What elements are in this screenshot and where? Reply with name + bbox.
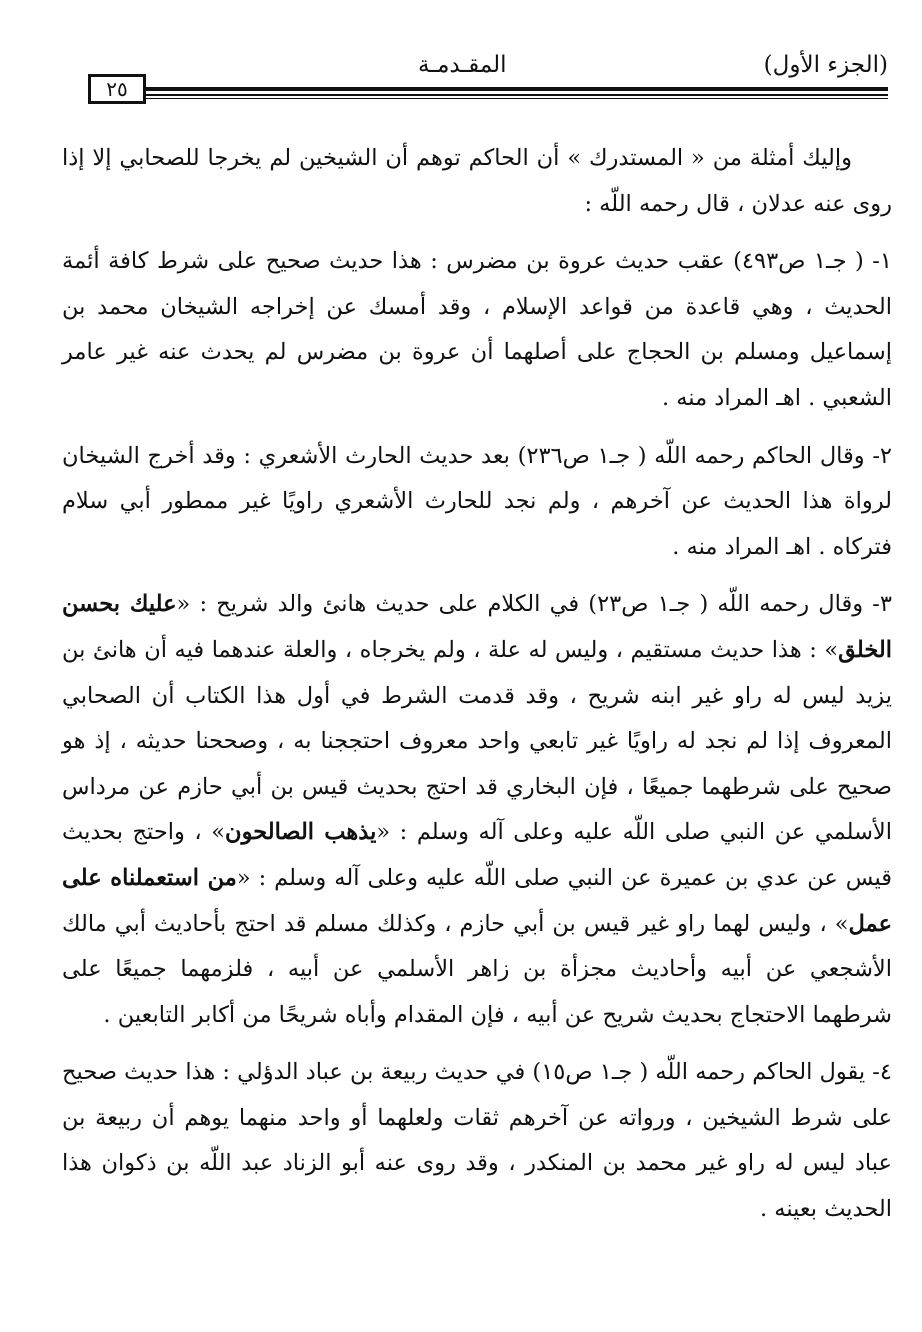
example-paragraph-2: ٢- وقال الحاكم رحمه اللّه ( جـ١ ص٢٣٦) بعد حديث الحارث الأشعري : وقد أخرج الشيخان لرواة هذا الحديث عن آخرهم ، ولم نجد للحارث الأشعري راويًا غير ممطور أبي سلام فتركاه . اهـ المراد منه .: [62, 442, 893, 560]
hadith-quote-1: عليك بحسن الخلق: [62, 591, 892, 663]
hadith-quote-2: يذهب الصالحون: [225, 819, 377, 846]
header-rule-thick: [146, 87, 888, 91]
chapter-title: المقـدمـة: [418, 52, 507, 78]
paragraph-3-text-c: » ، واحتج بحديث قيس عن عدي بن عميرة عن النبي صلى اللّه عليه وعلى آله وسلم : «: [62, 819, 892, 891]
paragraph-3-text-a: ٣- وقال رحمه اللّه ( جـ١ ص٢٣) في الكلام على حديث هانئ والد شريح : «: [176, 591, 892, 618]
paragraph-3-text-b: » : هذا حديث مستقيم ، وليس له علة ، ولم يخرجاه ، والعلة عندهما فيه أن هانئ بن يزيد ليس له راو غير ابنه شريح ، وقد قدمت الشرط في أول هذا الكتاب أن الصحابي المعروف إذا لم نجد له راويًا غير تابعي واحد معروف احتججنا به ، وصححنا حديثه ، إذ هو صحيح على شرطهما جميعًا ، فإن البخاري قد احتج بحديث قيس بن أبي حازم عن مرداس الأسلمي عن النبي صلى اللّه عليه وعلى آله وسلم : «: [62, 636, 893, 846]
header-rule-thin-2: [146, 98, 888, 99]
page-number: ٢٥: [88, 74, 146, 104]
hadith-quote-3: من استعملناه على عمل: [62, 864, 892, 937]
intro-paragraph: وإليك أمثلة من « المستدرك » أن الحاكم توهم أن الشيخين لم يخرجا للصحابي إلا إذا روى عنه عدلان ، قال رحمه اللّه :: [62, 145, 892, 217]
part-title: (الجزء الأول): [763, 52, 888, 78]
example-paragraph-3: [62, 582, 892, 1038]
page-body: [62, 136, 892, 1245]
page-header: [88, 52, 888, 114]
example-paragraph-4: ٤- يقول الحاكم رحمه اللّه ( جـ١ ص١٥) في حديث ربيعة بن عباد الدؤلي : هذا حديث صحيح على شرط الشيخين ، ورواته عن آخرهم ثقات ولعلهما أو واحد منهما يوهم أن ربيعة بن عباد ليس له راو غير محمد بن المنكدر ، وقد روى عنه أبو الزناد عبد اللّه بن ذكوان هذا الحديث بعينه .: [62, 1059, 893, 1223]
header-rule-thin: [146, 94, 888, 96]
example-paragraph-1: ١- ( جـ١ ص٤٩٣) عقب حديث عروة بن مضرس : هذا حديث صحيح على شرط كافة أئمة الحديث ، وهي قاعدة من قواعد الإسلام ، وقد أمسك عن إخراجه الشيخان محمد بن إسماعيل ومسلم بن الحجاج على أصلهما أن عروة بن مضرس لم يحدث عنه غير عامر الشعبي . اهـ المراد منه .: [62, 248, 892, 411]
paragraph-3-text-d: » ، وليس لهما راو غير قيس بن أبي حازم ، وكذلك مسلم قد احتج بأحاديث أبي مالك الأشجعي عن أبيه وأحاديث مجزأة بن زاهر الأسلمي عن أبيه ، فلزمهما جميعًا على شرطهما الاحتجاج بحديث شريح عن أبيه ، فإن المقدام وأباه شريحًا من أكابر التابعين .: [62, 910, 892, 1028]
